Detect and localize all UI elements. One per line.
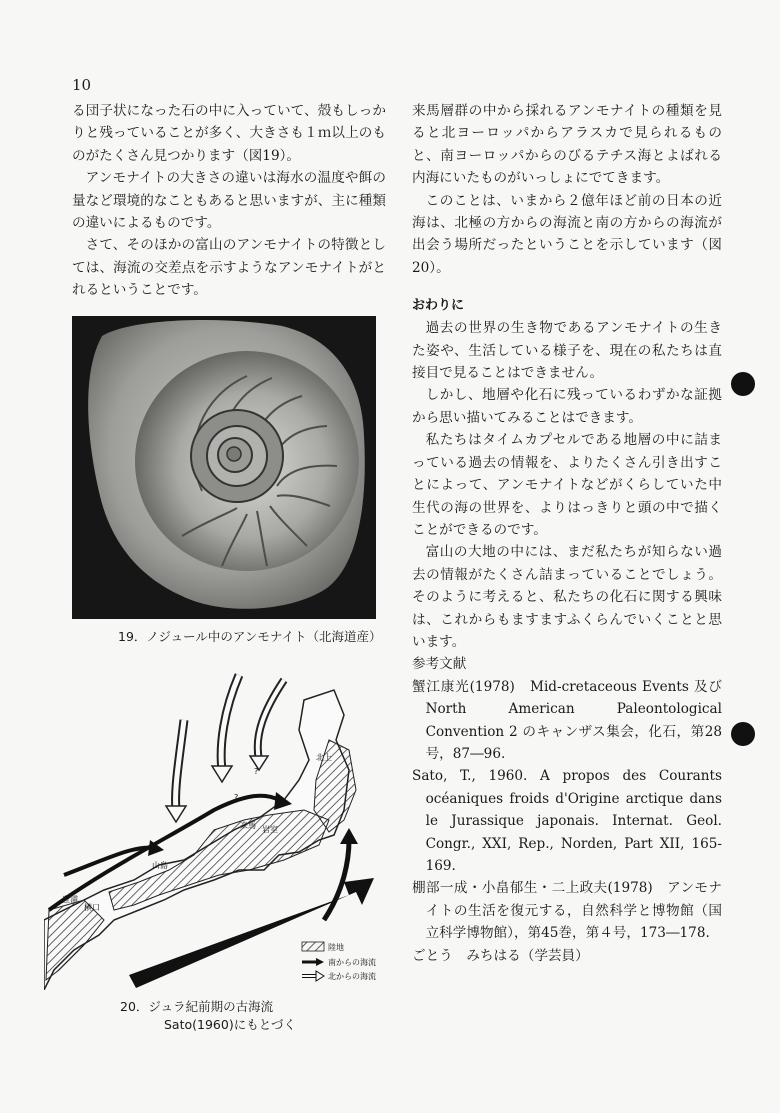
south-current-arrow bbox=[324, 840, 349, 920]
ammonite-photo bbox=[72, 316, 376, 619]
land-area bbox=[109, 810, 329, 910]
paragraph: このことは、いまから２億年ほど前の日本の近海は、北極の方からの海流と南の方からの海流が出会う場所だったということを示しています（図20）。 bbox=[412, 192, 722, 276]
paragraph: 過去の世界の生き物であるアンモナイトの生きた姿や、生活している様子を、現在の私たちは直接目で見ることはできません。 bbox=[412, 320, 722, 382]
reference-item: 棚部一成・小畠郁生・二上政夫(1978) アンモナイトの生活を復元する，自然科学と博物館（国立科学博物館），第45巻，第４号，173―178. bbox=[412, 880, 722, 942]
legend-south-current: 南からの海流 bbox=[328, 958, 376, 967]
land-area bbox=[46, 900, 104, 980]
binding-hole-mark bbox=[731, 722, 755, 746]
author-signature: ごとう みちはる（学芸員） bbox=[412, 947, 589, 964]
legend-north-current: 北からの海流 bbox=[328, 972, 376, 981]
binding-hole-mark bbox=[731, 372, 755, 396]
place-label: 北上 bbox=[316, 753, 332, 762]
paragraph: さて、そのほかの富山のアンモナイトの特徴としては、海流の交差点を示すようなアンモナイトがとれるということです。 bbox=[72, 237, 386, 299]
place-label: 来馬 bbox=[240, 821, 256, 830]
paragraph: しかし、地層や化石に残っているわずかな証拠から思い描いてみることはできます。 bbox=[412, 387, 722, 426]
figure-20-caption-line2: Sato(1960)にもとづく bbox=[164, 1017, 296, 1032]
figure-19-caption: 19．ノジュール中のアンモナイト（北海道産） bbox=[118, 629, 382, 644]
place-label: ? bbox=[254, 767, 259, 776]
references-title: 参考文献 bbox=[412, 656, 467, 673]
reference-item: Sato, T., 1960. A propos des Courants océaniques froids d'Origine arctique dans le Jurassique japonais. Internat. Geol. Congr., XXI, Rep., Norden, Part XII, 165-169. bbox=[412, 768, 722, 874]
paragraph: 来馬層群の中から採れるアンモナイトの種類を見ると北ヨーロッパからアラスカで見られるものと、南ヨーロッパからのびるテチス海とよばれる内海にいたものがいっしょにでてきます。 bbox=[412, 103, 722, 187]
page-number: 10 bbox=[72, 76, 92, 94]
reference-item: 蟹江康光(1978) Mid-cretaceous Events 及び North American Paleontological Convention 2 のキャンザス集会，化石，第28号，87―96. bbox=[412, 678, 722, 762]
paragraph: アンモナイトの大きさの違いは海水の温度や餌の量など環境的なこともあると思いますが、主に種類の違いによるものです。 bbox=[72, 170, 386, 232]
paragraph: 富山の大地の中には、まだ私たちが知らない過去の情報がたくさん詰まっていることでしょう。そのように考えると、私たちの化石に関する興味は、これからもますますふくらんでいくことと思います。 bbox=[412, 544, 722, 650]
map-legend bbox=[302, 942, 376, 981]
paragraph: る団子状になった石の中に入っていて、殻もしっかりと残っていることが多く、大きさも１ｍ以上のものがたくさん見つかります（図19）。 bbox=[72, 103, 386, 164]
place-label: 横口 bbox=[84, 903, 100, 912]
paragraph: 私たちはタイムカプセルである地層の中に詰まっている過去の情報を、よりたくさん引き出すことによって、アンモナイトなどがくらしていた中生代の海の世界を、よりはっきりと頭の中で描くことができるのです。 bbox=[412, 432, 722, 538]
paleocurrent-map bbox=[44, 670, 414, 990]
place-label: 豊浦 bbox=[62, 895, 78, 904]
place-label: ? bbox=[234, 793, 239, 802]
right-column bbox=[412, 100, 722, 967]
left-column bbox=[72, 100, 386, 302]
section-heading: おわりに bbox=[412, 298, 465, 314]
legend-land: 陸地 bbox=[328, 943, 344, 952]
figure-20-caption-line1: 20．ジュラ紀前期の古海流 bbox=[120, 999, 274, 1014]
place-label: 山島 bbox=[152, 861, 168, 870]
place-label: 岩室 bbox=[262, 825, 278, 834]
figure-20-caption bbox=[120, 998, 340, 1034]
